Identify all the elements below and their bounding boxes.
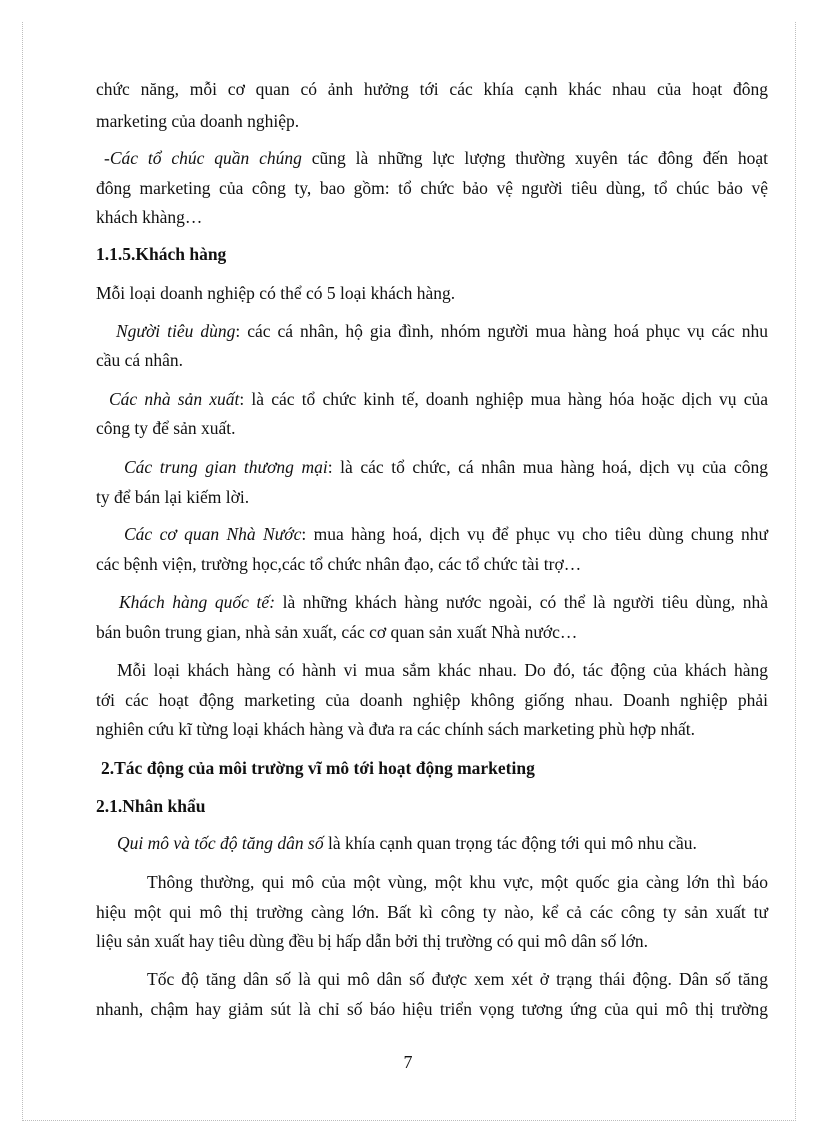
text-line: hiệu một qui mô thị trường càng lớn. Bất kì công ty nào, kể cả các công ty sản xuất tư: [96, 902, 768, 922]
text-line: công ty để sản xuất.: [96, 418, 236, 438]
text-span: : mua hàng hoá, dịch vụ để phục vụ cho tiêu dùng chung như: [301, 524, 769, 544]
text-span: là khía cạnh quan trọng tác động tới qui mô nhu cầu.: [323, 833, 697, 853]
text-span: : là các tổ chức kinh tế, doanh nghiệp mua hàng hóa hoặc dịch vụ của: [239, 389, 768, 409]
italic-term: Các nhà sản xuất: [109, 389, 240, 409]
text-line: Mỗi loại doanh nghiệp có thể có 5 loại khách hàng.: [96, 283, 456, 303]
italic-term: Người tiêu dùng: [116, 321, 236, 341]
section-heading: 1.1.5.Khách hàng: [96, 244, 227, 264]
text-span: : là các tổ chức, cá nhân mua hàng hoá, dịch vụ của công: [327, 457, 768, 477]
text-line: khách khàng…: [96, 207, 203, 227]
text-line: [124, 523, 768, 545]
text-span: là những khách hàng nước ngoài, có thể là người tiêu dùng, nhà: [275, 592, 768, 612]
text-line: tới các hoạt động marketing của doanh nghiệp không giống nhau. Doanh nghiệp phải: [96, 690, 768, 710]
text-line: [109, 388, 768, 410]
text-line: các bệnh viện, trường học,các tổ chức nhân đạo, các tổ chức tài trợ…: [96, 554, 582, 574]
text-line: đông marketing của công ty, bao gồm: tổ chức bảo vệ người tiêu dùng, tổ chúc bảo vệ: [96, 178, 768, 198]
section-heading: 2.1.Nhân khẩu: [96, 796, 206, 816]
text-line: nhanh, chậm hay giảm sút là chỉ số báo hiệu triển vọng tương ứng của qui mô thị trường: [96, 999, 768, 1019]
italic-term: Các cơ quan Nhà Nước: [124, 524, 302, 544]
text-line: [119, 591, 768, 613]
text-span: : các cá nhân, hộ gia đình, nhóm người mua hàng hoá phục vụ các nhu: [235, 321, 768, 341]
text-line: liệu sản xuất hay tiêu dùng đều bị hấp dẫn bởi thị trường có qui mô dân số lớn.: [96, 931, 648, 951]
text-span: cũng là những lực lượng thường xuyên tác đông đến hoạt: [301, 148, 769, 168]
text-line: [116, 320, 768, 342]
italic-term: Qui mô và tốc độ tăng dân số: [117, 833, 324, 853]
text-line: nghiên cứu kĩ từng loại khách hàng và đưa ra các chính sách marketing phù hợp nhất.: [96, 719, 695, 739]
dash: -: [104, 148, 110, 168]
text-line: [117, 832, 789, 854]
text-line: Mỗi loại khách hàng có hành vi mua sắm khác nhau. Do đó, tác động của khách hàng: [117, 660, 768, 680]
text-line: Tốc độ tăng dân số là qui mô dân số được xem xét ở trạng thái động. Dân số tăng: [147, 969, 768, 989]
text-line: [104, 147, 768, 169]
text-line: ty để bán lại kiếm lời.: [96, 487, 250, 507]
text-line: bán buôn trung gian, nhà sản xuất, các cơ quan sản xuất Nhà nước…: [96, 622, 578, 642]
text-line: [124, 456, 768, 478]
text-line: Thông thường, qui mô của một vùng, một khu vực, một quốc gia càng lớn thì báo: [147, 872, 768, 892]
text-line: cầu cá nhân.: [96, 350, 183, 370]
text-line: marketing của doanh nghiệp.: [96, 111, 300, 131]
italic-term: Các tổ chúc quần chúng: [109, 148, 302, 168]
text-line: chức năng, mỗi cơ quan có ảnh hưởng tới các khía cạnh khác nhau của hoạt đông: [96, 79, 768, 99]
page-number: 7: [403, 1052, 413, 1072]
section-heading: 2.Tác động của môi trường vĩ mô tới hoạt động marketing: [101, 758, 535, 778]
italic-term: Khách hàng quốc tế:: [119, 592, 276, 612]
italic-term: Các trung gian thương mại: [124, 457, 328, 477]
